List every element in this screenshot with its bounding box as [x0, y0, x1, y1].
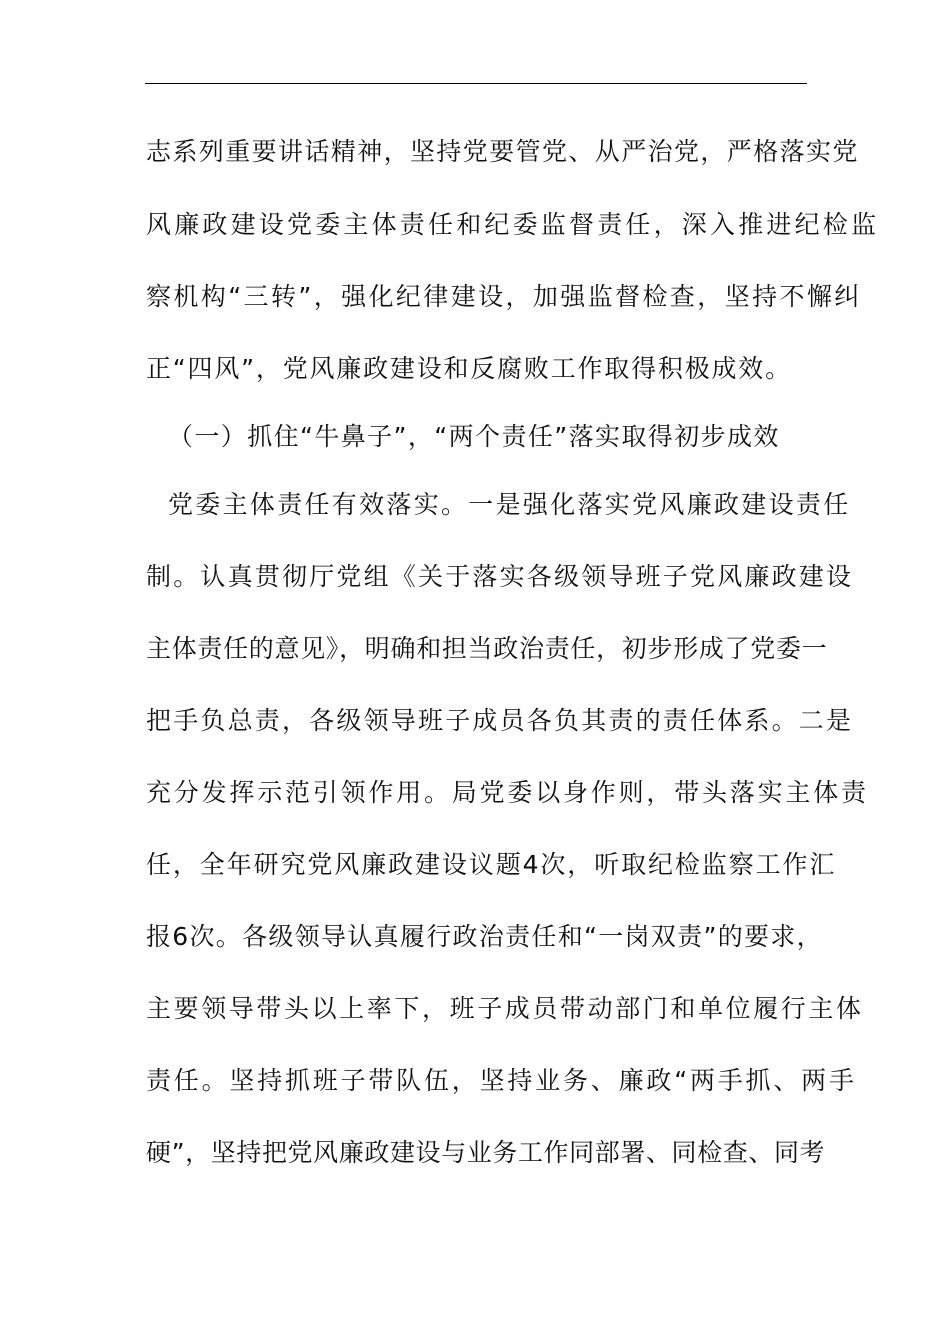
- body-text-line: 任，全年研究党风廉政建设议题4次，听取纪检监察工作汇: [146, 850, 837, 879]
- body-text-line: 硬”，坚持把党风廉政建设与业务工作同部署、同检查、同考: [146, 1138, 826, 1167]
- body-text-line: 充分发挥示范引领作用。局党委以身作则，带头落实主体责: [146, 778, 869, 807]
- body-text-line: 风廉政建设党委主体责任和纪委监督责任，深入推进纪检监: [146, 210, 880, 239]
- body-text-line: 制。认真贯彻厅党组《关于落实各级领导班子党风廉政建设: [146, 562, 854, 591]
- body-text-line: 把手负总责，各级领导班子成员各负其责的责任体系。二是: [146, 706, 854, 735]
- body-text-line: 主体责任的意见》，明确和担当政治责任，初步形成了党委一: [146, 634, 828, 663]
- body-text-line: 主要领导带头以上率下，班子成员带动部门和单位履行主体: [146, 994, 864, 1023]
- section-heading: （一）抓住“牛鼻子”，“两个责任”落实取得初步成效: [168, 422, 780, 451]
- body-text-line: 正“四风”，党风廉政建设和反腐败工作取得积极成效。: [146, 354, 792, 383]
- body-text-line: 党委主体责任有效落实。一是强化落实党风廉政建设责任: [168, 490, 851, 519]
- body-text-line: 责任。坚持抓班子带队伍，坚持业务、廉政“两手抓、两手: [146, 1066, 857, 1095]
- body-text-line: 报6次。各级领导认真履行政治责任和“一岗双责”的要求，: [146, 922, 823, 951]
- body-text-line: 察机构“三转”，强化纪律建设，加强监督检查，坚持不懈纠: [146, 282, 862, 311]
- header-rule: [145, 83, 807, 84]
- body-text-line: 志系列重要讲话精神，坚持党要管党、从严治党，严格落实党: [146, 137, 859, 166]
